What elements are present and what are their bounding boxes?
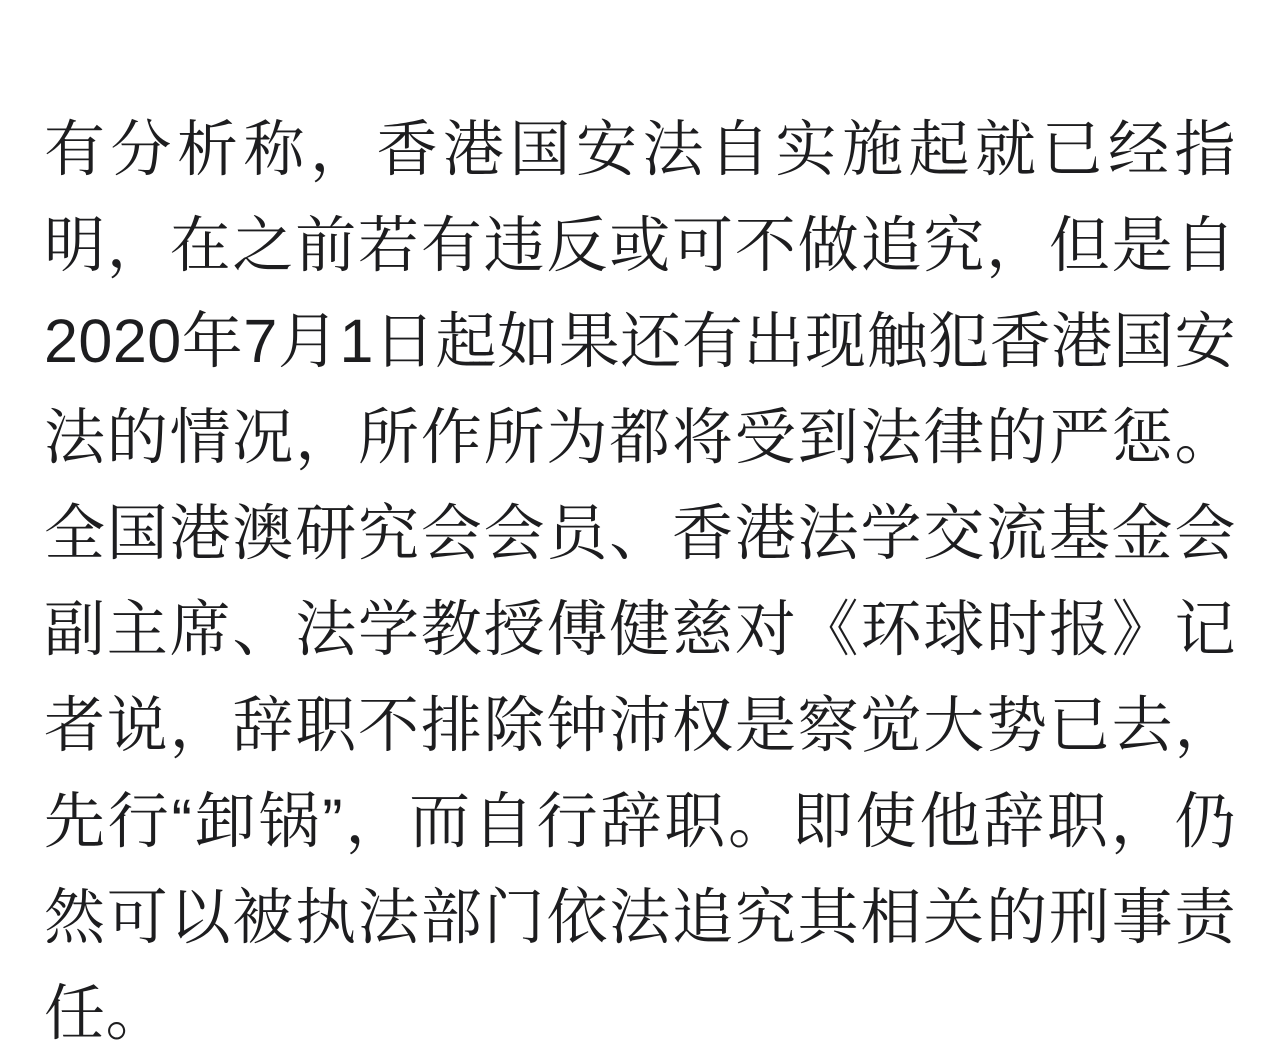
article-paragraph: 有分析称，香港国安法自实施起就已经指明，在之前若有违反或可不做追究，但是自2020年7月1日起如果还有出现触犯香港国安法的情况，所作所为都将受到法律的严惩。全国港澳研究会会员、香港法学交流基金会副主席、法学教授傅健慈对《环球时报》记者说，辞职不排除钟沛权是察觉大势已去，先行“卸锅”，而自行辞职。即使他辞职，仍然可以被执法部门依法追究其相关的刑事责任。 [44, 115, 1236, 1047]
